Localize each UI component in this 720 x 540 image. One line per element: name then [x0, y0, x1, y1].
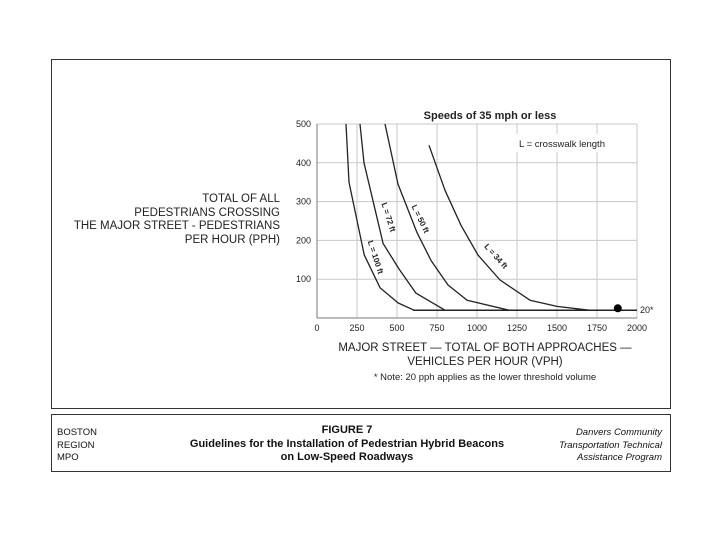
x-tick-label: 250 [349, 323, 365, 333]
figure-number: FIGURE 7 [321, 424, 373, 436]
legend-annotation: L = crosswalk length [519, 139, 605, 150]
data-marker [614, 304, 622, 312]
x-tick-label: 1750 [586, 323, 608, 333]
x-tick-label: 1500 [546, 323, 568, 333]
x-axis-label [300, 342, 670, 369]
y-tick-label: 300 [295, 196, 311, 207]
y-axis-label-line: PEDESTRIANS CROSSING [134, 206, 280, 219]
figure-title-line: on Low-Speed Roadways [280, 451, 414, 463]
series-label: L = 72 ft [379, 201, 398, 234]
x-axis-label-line: VEHICLES PER HOUR (VPH) [407, 355, 563, 368]
x-axis-label-line: MAJOR STREET — TOTAL OF BOTH APPROACHES — [338, 342, 632, 354]
x-tick-label: 1000 [466, 323, 488, 333]
y-axis-label-line: TOTAL OF ALL [202, 193, 280, 205]
chart-title: Speeds of 35 mph or less [423, 110, 557, 122]
grid [317, 124, 637, 318]
y-tick-label: 200 [295, 235, 311, 246]
footer-program [559, 427, 662, 465]
threshold-note: * Note: 20 pph applies as the lower threshold volume [373, 372, 597, 383]
x-tick-label: 0 [314, 323, 320, 333]
series-label: L = 50 ft [409, 203, 431, 235]
x-tick-label: 500 [389, 323, 405, 333]
y-tick-label: 400 [295, 157, 311, 168]
footer-left-line: REGION [57, 439, 95, 451]
series-label: L = 100 ft [365, 239, 386, 276]
footer-organization [57, 427, 97, 465]
series-label: L = 34 ft [482, 242, 510, 271]
y-axis-label-line: THE MAJOR STREET - PEDESTRIANS [73, 220, 280, 232]
footer-right-line: Assistance Program [576, 452, 662, 463]
y-axis-label-line: PER HOUR (PPH) [184, 233, 280, 246]
footer-right-line: Danvers Community [575, 427, 662, 438]
footer-left-line: MPO [57, 452, 79, 463]
series-line [429, 145, 637, 310]
threshold-label: 20* [640, 305, 654, 315]
figure-title-line: Guidelines for the Installation of Pedestrian Hybrid Beacons [189, 437, 505, 450]
footer-right-line: Transportation Technical [559, 439, 662, 451]
x-tick-label: 2000 [626, 323, 648, 333]
footer-figure-title [152, 424, 542, 465]
x-tick-label: 750 [429, 323, 445, 333]
x-tick-label: 1250 [506, 323, 528, 333]
series-labels [366, 201, 510, 275]
y-tick-label: 100 [295, 274, 311, 285]
footer [51, 414, 671, 472]
footer-left-line: BOSTON [57, 427, 97, 438]
y-tick-label: 500 [295, 119, 311, 129]
